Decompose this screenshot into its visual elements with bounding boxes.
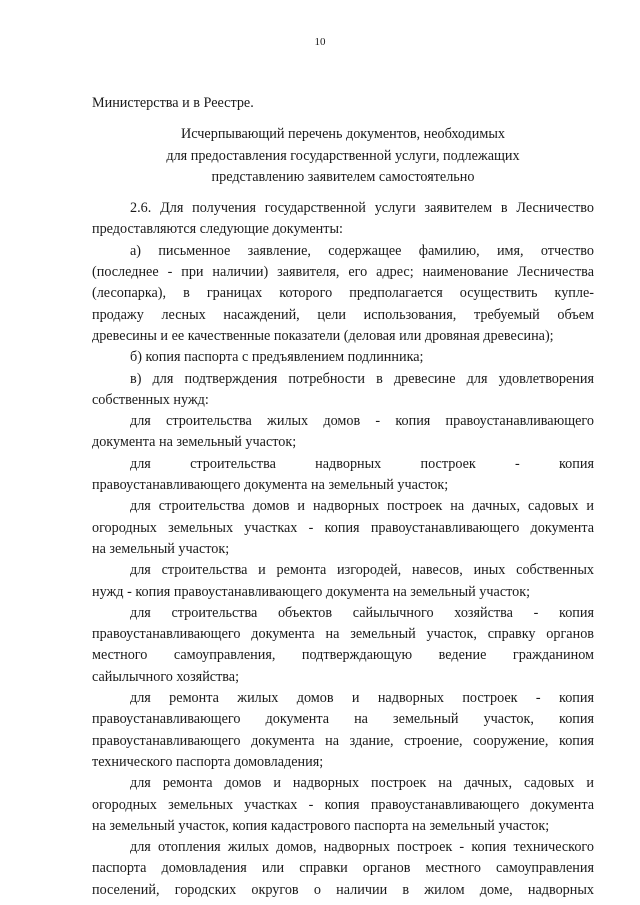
paragraph-line: нужд - копия правоустанавливающего документа на земельный участок; [92,583,531,600]
text-line: Министерства и в Реестре. [92,95,254,111]
paragraph-line: документа на земельный участок; [92,434,297,451]
paragraph-line: для строительства домов и надворных построек на дачных, садовых и [130,498,594,515]
paragraph-line: для отопления жилых домов, надворных построек - копия технического [130,839,594,856]
paragraph-line: древесины и ее качественные показатели (деловая или дровяная древесина); [92,327,554,344]
paragraph-line: предоставляются следующие документы: [92,221,343,238]
paragraph-line: местного самоуправления, подтверждающую ведение гражданином [92,647,594,664]
paragraph-line: для строительства объектов сайылычного хозяйства - копия [130,604,594,621]
paragraph-line: на земельный участок; [92,540,230,557]
paragraph-line: для ремонта жилых домов и надворных построек - копия [130,690,594,707]
paragraph-line: а) письменное заявление, содержащее фамилию, имя, отчество [130,242,594,259]
paragraph-line: поселений, городских округов о наличии в жилом доме, надворных [92,881,594,898]
paragraph-line: 2.6. Для получения государственной услуги заявителем в Лесничество [130,200,594,217]
spacer [92,188,594,198]
paragraph-line: правоустанавливающего документа на земельный участок; [92,477,449,494]
paragraph-line: сайылычного хозяйства; [92,668,240,685]
section-heading-line: для предоставления государственной услуги, подлежащих [166,147,520,164]
paragraph-line: огородных земельных участках - копия правоустанавливающего документа [92,796,594,813]
paragraph-line: огородных земельных участках - копия правоустанавливающего документа [92,519,594,536]
paragraph-line: в) для подтверждения потребности в древесине для удовлетворения [130,370,594,387]
paragraph-line: паспорта домовладения или справки органов местного самоуправления [92,860,594,877]
spacer [92,114,594,124]
section-heading-line: Исчерпывающий перечень документов, необходимых [181,126,505,143]
paragraph-line: продажу лесных насаждений, цели использования, требуемый объем [92,306,594,323]
paragraph-line: для ремонта домов и надворных построек на дачных, садовых и [130,775,594,792]
paragraph-line: собственных нужд: [92,391,209,408]
paragraph-line: правоустанавливающего документа на земельный участок, копия [92,711,594,728]
paragraph-line: для строительства и ремонта изгородей, навесов, иных собственных [130,562,594,579]
paragraph-line: для строительства надворных построек - копия [130,455,594,472]
paragraph-line: б) копия паспорта с предъявлением подлинника; [130,349,424,366]
paragraph-line: (последнее - при наличии) заявителя, его адрес; наименование Лесничества [92,264,594,281]
paragraph-line: правоустанавливающего документа на здание, строение, сооружение, копия [92,732,594,749]
paragraph-line: (лесопарка), в границах которого предполагается осуществить купле- [92,285,594,302]
paragraph-line: на земельный участок, копия кадастрового паспорта на земельный участок; [92,817,550,834]
section-heading-line: представлению заявителем самостоятельно [211,168,475,185]
document-body [92,93,594,901]
paragraph-line: для строительства жилых домов - копия правоустанавливающего [130,413,594,430]
page-number: 10 [314,36,326,48]
paragraph-line: правоустанавливающего документа на земельный участок, справку органов [92,626,594,643]
paragraph-line: технического паспорта домовладения; [92,753,324,770]
